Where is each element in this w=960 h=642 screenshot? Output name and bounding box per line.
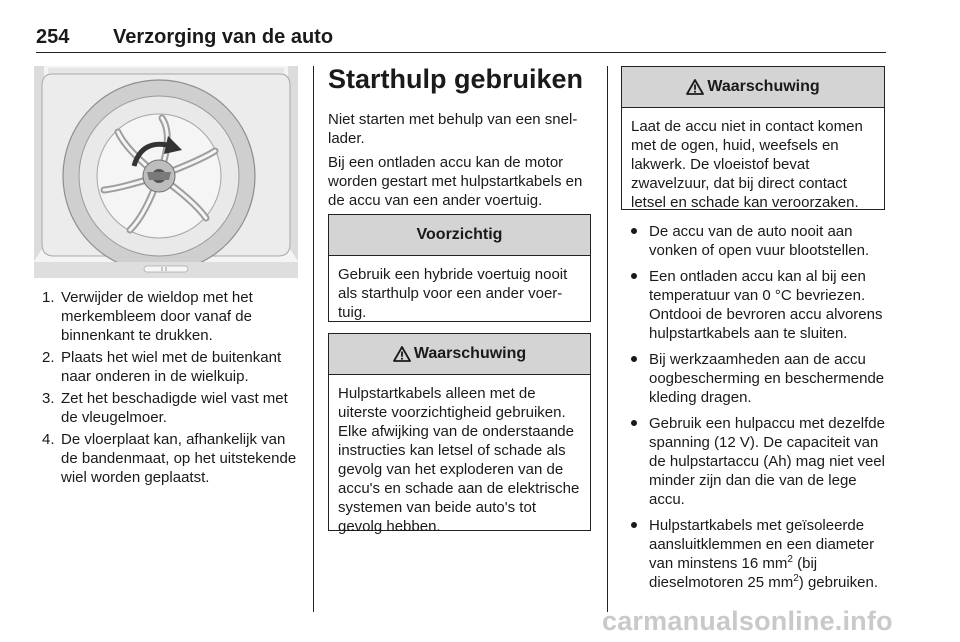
superscript: 2 bbox=[793, 573, 799, 584]
bullet-dot-icon bbox=[631, 273, 637, 279]
spare-wheel-illustration bbox=[34, 66, 298, 278]
step-number: 1. bbox=[42, 289, 55, 306]
warning-text-2: Laat de accu niet in contact komen met de ogen, huid, weefsels en lakwerk. De vloeistof bevat zwavelzuur, dat bij direct contact letsel en schade kan veroorzaken. bbox=[631, 118, 863, 211]
page-title: Verzorging van de auto bbox=[113, 26, 334, 48]
list-item bbox=[36, 288, 302, 345]
step-text: Plaats het wiel met de buitenkant naar onderen in de wielkuip. bbox=[61, 349, 282, 385]
bullet-dot-icon bbox=[631, 522, 637, 528]
list-item bbox=[629, 516, 891, 592]
bullet-text: Gebruik een hulpaccu met dezelfde spanning (12 V). De capaciteit van de hulpstartaccu (Ah) mag niet veel minder zijn dan die van de lege accu. bbox=[649, 415, 885, 508]
column-divider-right bbox=[607, 66, 608, 612]
bullet-dot-icon bbox=[631, 228, 637, 234]
bullet-text-part: Hulpstartkabels met geïsoleerde aansluitklemmen en een diameter van minstens 16 mm bbox=[649, 517, 875, 572]
warning-title-2 bbox=[622, 67, 884, 108]
wheel-steps-list bbox=[36, 288, 302, 490]
page-number: 254 bbox=[36, 26, 70, 48]
bullet-text-part: (bij dieselmotoren 25 mm bbox=[649, 555, 818, 591]
step-text: Verwijder de wieldop met het merkembleem door vanaf de binnenkant te drukken. bbox=[61, 289, 253, 344]
watermark: carmanualsonline.info bbox=[602, 606, 893, 636]
warning-title-1 bbox=[329, 334, 590, 375]
caution-box bbox=[328, 214, 591, 322]
caution-title-text: Voorzichtig bbox=[416, 226, 503, 243]
step-number: 2. bbox=[42, 349, 55, 366]
list-item bbox=[629, 267, 891, 343]
bullet-text-part: ) gebruiken. bbox=[798, 574, 879, 591]
bullet-text: Bij werkzaamheden aan de accu oogbescherming en beschermende kleding dragen. bbox=[649, 351, 885, 406]
bullet-text: Een ontladen accu kan al bij een temperatuur van 0 °C bevriezen. Ontdooi de bevroren accu alvorens hulpstartkabels aan te sluiten. bbox=[649, 268, 883, 342]
list-item bbox=[629, 350, 891, 407]
warning-triangle-icon bbox=[686, 79, 704, 95]
caution-text: Gebruik een hybride voertuig nooit als starthulp voor een ander voertuig. bbox=[338, 266, 568, 321]
caution-title bbox=[329, 215, 590, 256]
step-number: 3. bbox=[42, 390, 55, 407]
warning-text-1: Hulpstartkabels alleen met de uiterste voorzichtigheid gebruiken. Elke afwijking van de onderstaande instructies kan letsel of schade als gevolg van het exploderen van de accu's en schade aan de elektrische systemen van beide auto's tot gevolg hebben. bbox=[338, 385, 580, 535]
list-item bbox=[36, 430, 302, 487]
list-item bbox=[36, 389, 302, 427]
bullet-text bbox=[649, 517, 878, 591]
spare-wheel-illustration-svg bbox=[34, 66, 298, 278]
section-title: Starthulp gebruiken bbox=[328, 64, 584, 94]
header-rule bbox=[36, 52, 886, 53]
step-number: 4. bbox=[42, 431, 55, 448]
warning-title-text: Waarschuwing bbox=[707, 78, 820, 95]
step-text: De vloerplaat kan, afhankelijk van de bandenmaat, op het uitstekende wiel worden geplaatst. bbox=[61, 431, 297, 486]
page-header bbox=[36, 26, 886, 50]
intro-paragraph-2: Bij een ontladen accu kan de motor worden gestart met hulpstartkabels en de accu van een ander voertuig. bbox=[328, 154, 583, 209]
superscript: 2 bbox=[787, 554, 793, 565]
list-item bbox=[36, 348, 302, 386]
step-text: Zet het beschadigde wiel vast met de vleugelmoer. bbox=[61, 390, 288, 426]
bullet-dot-icon bbox=[631, 356, 637, 362]
list-item bbox=[629, 222, 891, 260]
intro-paragraph-1: Niet starten met behulp van een snellader. bbox=[328, 111, 578, 147]
column-divider-left bbox=[313, 66, 314, 612]
warning-box-1 bbox=[328, 333, 591, 535]
warning-triangle-icon bbox=[393, 346, 411, 362]
warning-box-2 bbox=[621, 66, 885, 210]
bullet-text: De accu van de auto nooit aan vonken of open vuur blootstellen. bbox=[649, 223, 870, 259]
list-item bbox=[629, 414, 891, 509]
battery-bullets-list bbox=[629, 222, 891, 599]
bullet-dot-icon bbox=[631, 420, 637, 426]
warning-title-text: Waarschuwing bbox=[413, 345, 527, 362]
